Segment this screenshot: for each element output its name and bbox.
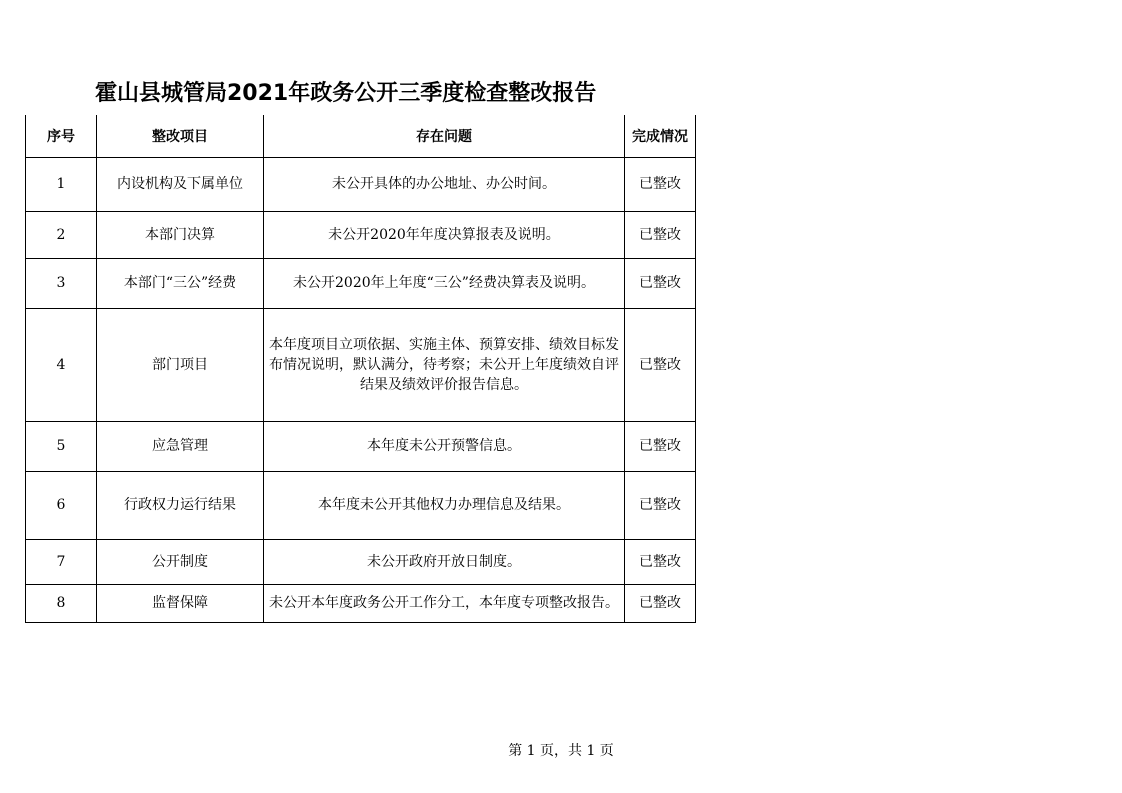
cell-issue: 未公开具体的办公地址、办公时间。 xyxy=(264,157,625,211)
table-row xyxy=(26,211,696,258)
cell-status: 已整改 xyxy=(625,308,696,421)
cell-issue: 未公开2020年年度决算报表及说明。 xyxy=(264,211,625,258)
cell-item: 内设机构及下属单位 xyxy=(97,157,264,211)
header-serial: 序号 xyxy=(26,115,97,157)
table-row xyxy=(26,584,696,622)
cell-status: 已整改 xyxy=(625,258,696,308)
cell-status: 已整改 xyxy=(625,584,696,622)
table-row xyxy=(26,421,696,471)
cell-item: 公开制度 xyxy=(97,539,264,584)
cell-issue: 未公开政府开放日制度。 xyxy=(264,539,625,584)
cell-status: 已整改 xyxy=(625,157,696,211)
cell-issue: 本年度项目立项依据、实施主体、预算安排、绩效目标发布情况说明，默认满分，待考察；未公开上年度绩效自评结果及绩效评价报告信息。 xyxy=(264,308,625,421)
table-row xyxy=(26,157,696,211)
cell-serial: 8 xyxy=(26,584,97,622)
cell-issue: 未公开本年度政务公开工作分工，本年度专项整改报告。 xyxy=(264,584,625,622)
cell-serial: 2 xyxy=(26,211,97,258)
cell-serial: 7 xyxy=(26,539,97,584)
cell-item: 部门项目 xyxy=(97,308,264,421)
cell-issue: 本年度未公开预警信息。 xyxy=(264,421,625,471)
cell-status: 已整改 xyxy=(625,211,696,258)
header-status: 完成情况 xyxy=(625,115,696,157)
cell-item: 本部门决算 xyxy=(97,211,264,258)
table-header-row xyxy=(26,115,696,157)
cell-item: 本部门“三公”经费 xyxy=(97,258,264,308)
cell-item: 应急管理 xyxy=(97,421,264,471)
cell-item: 行政权力运行结果 xyxy=(97,471,264,539)
cell-status: 已整改 xyxy=(625,421,696,471)
cell-serial: 1 xyxy=(26,157,97,211)
table-row xyxy=(26,308,696,421)
cell-serial: 3 xyxy=(26,258,97,308)
table-row xyxy=(26,258,696,308)
cell-issue: 本年度未公开其他权力办理信息及结果。 xyxy=(264,471,625,539)
cell-status: 已整改 xyxy=(625,539,696,584)
cell-serial: 6 xyxy=(26,471,97,539)
page-footer: 第 1 页，共 1 页 xyxy=(508,743,614,759)
cell-item: 监督保障 xyxy=(97,584,264,622)
table-row xyxy=(26,471,696,539)
cell-issue: 未公开2020年上年度“三公”经费决算表及说明。 xyxy=(264,258,625,308)
header-item: 整改项目 xyxy=(97,115,264,157)
rectification-table xyxy=(25,115,696,623)
report-title: 霍山县城管局2021年政务公开三季度检查整改报告 xyxy=(95,81,597,106)
cell-serial: 5 xyxy=(26,421,97,471)
cell-serial: 4 xyxy=(26,308,97,421)
cell-status: 已整改 xyxy=(625,471,696,539)
header-issue: 存在问题 xyxy=(264,115,625,157)
table-row xyxy=(26,539,696,584)
